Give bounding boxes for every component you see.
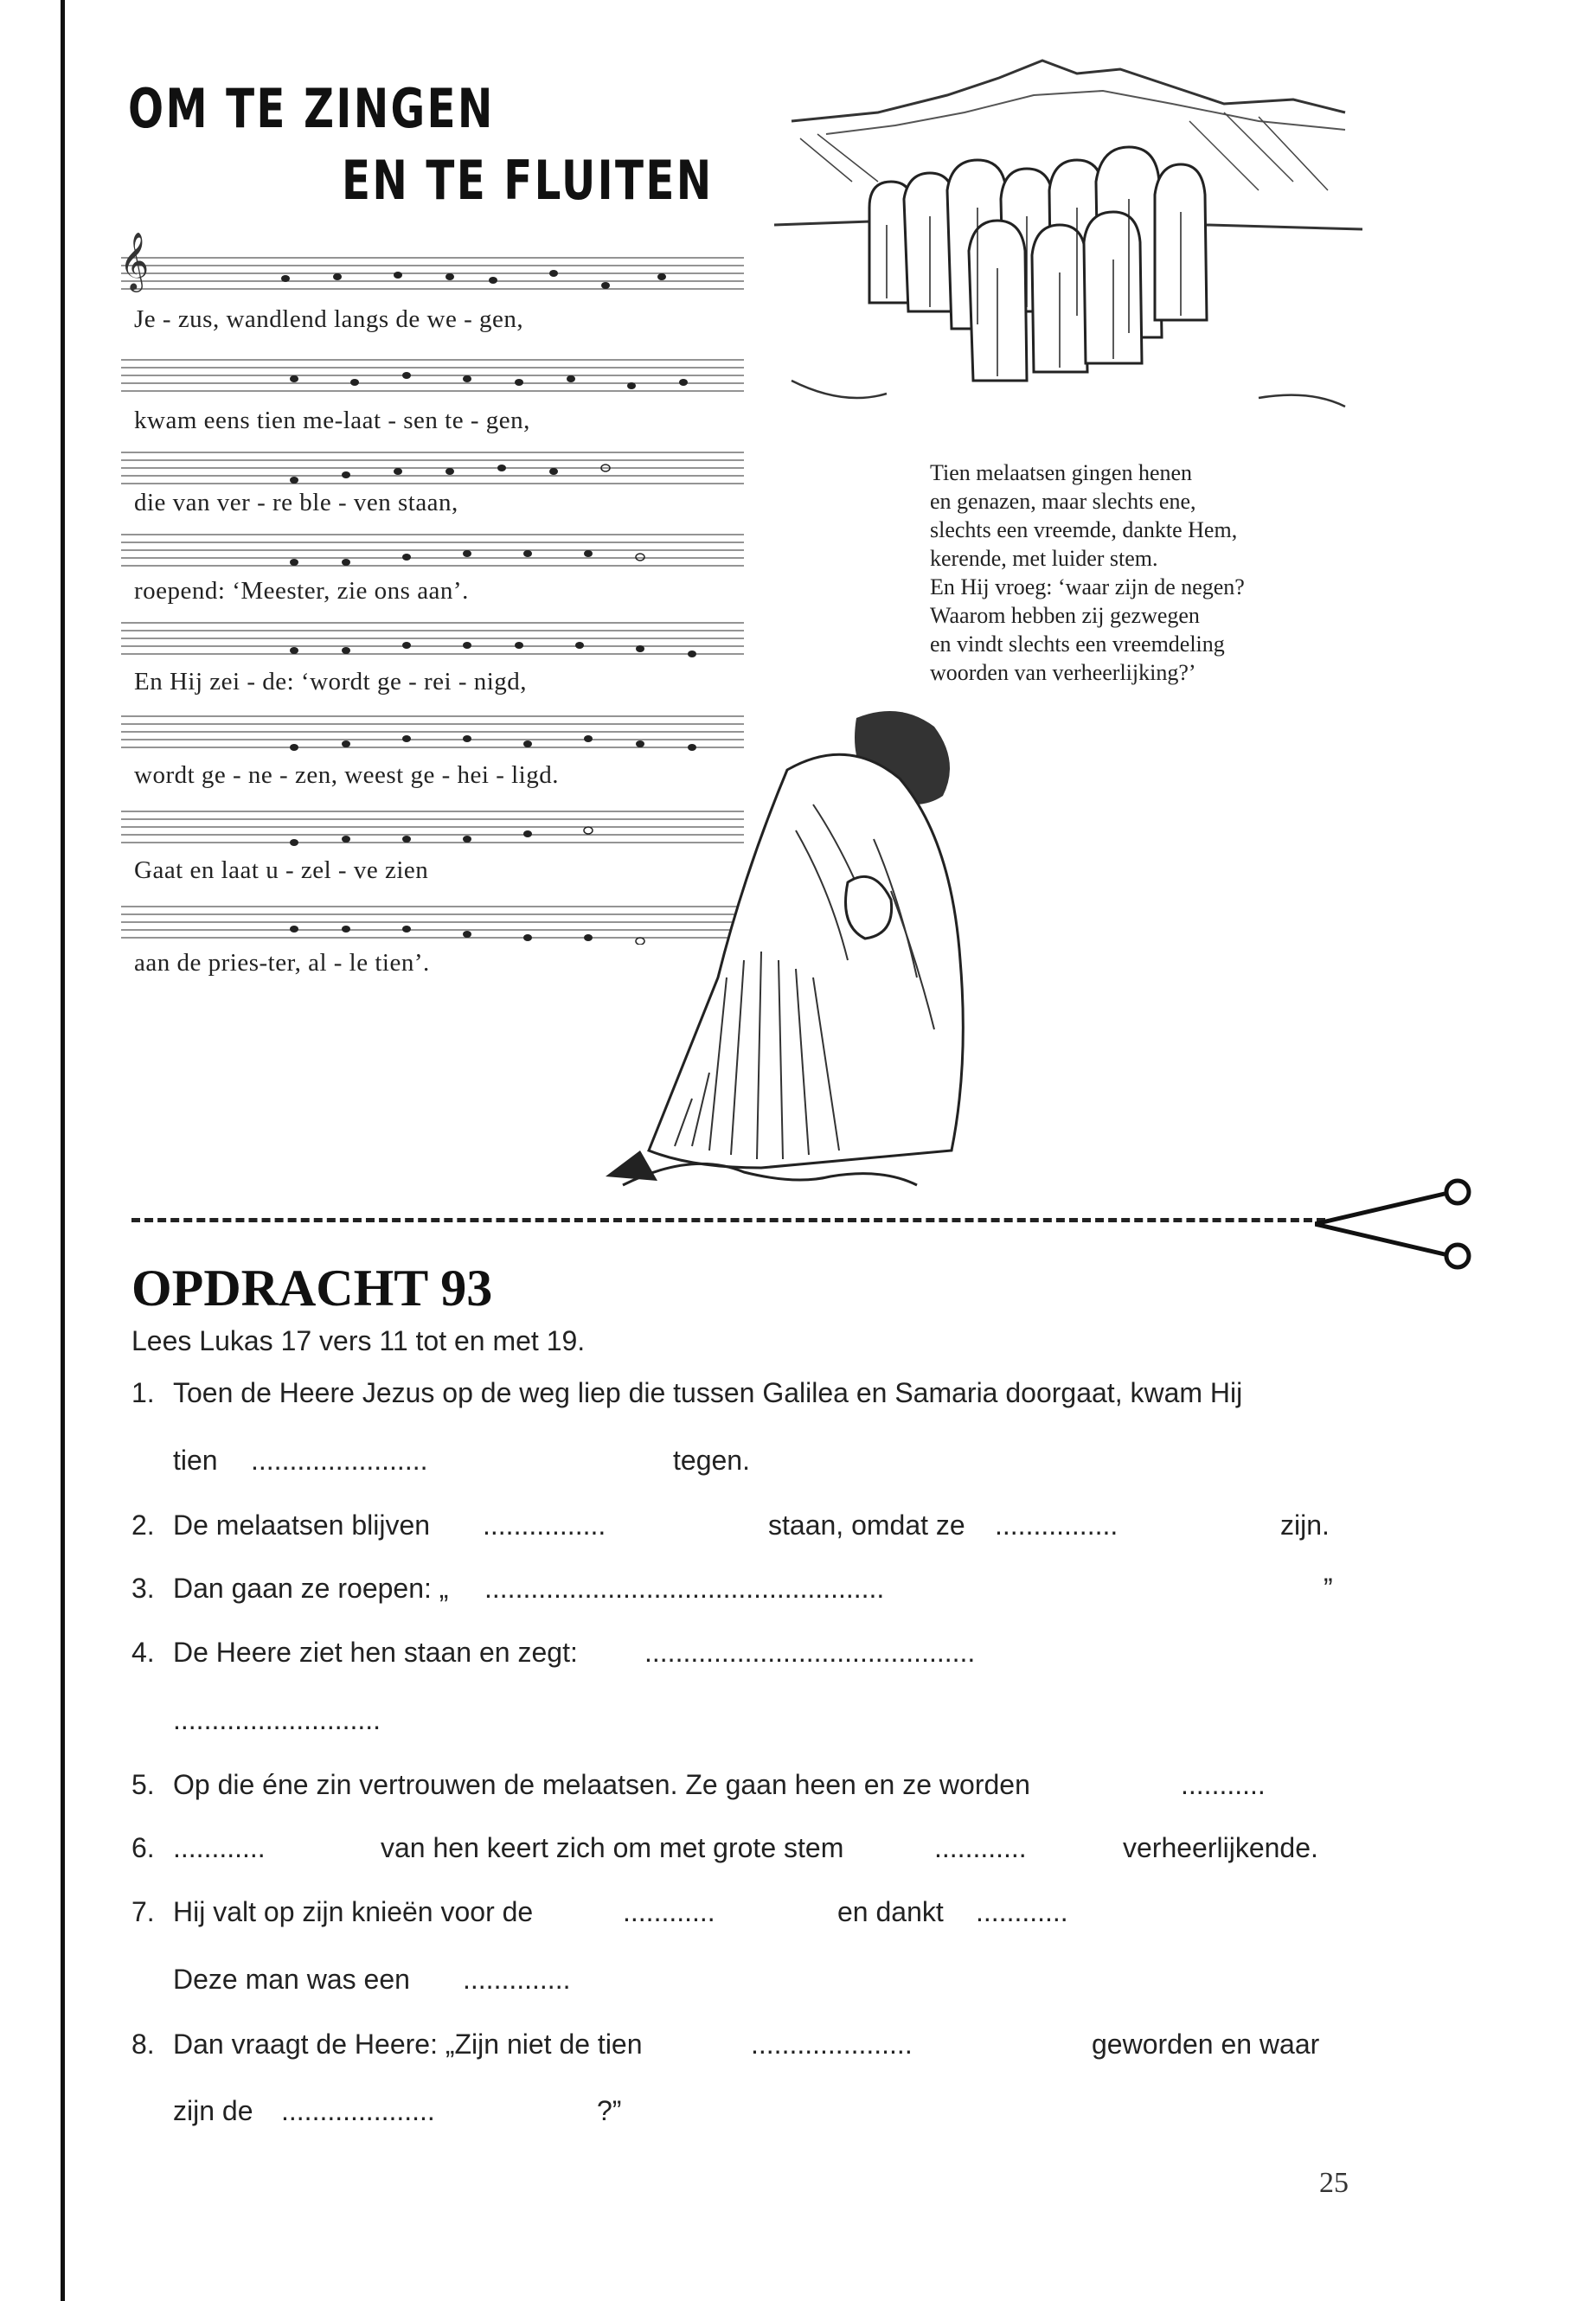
question-number: 8.: [131, 2029, 155, 2060]
question-text: geworden en waar: [1092, 2029, 1320, 2060]
page-title-line-1: OM TE ZINGEN: [128, 77, 495, 140]
caption-line: Waarom hebben zij gezwegen: [930, 603, 1200, 628]
treble-clef-icon: 𝄞: [119, 233, 150, 289]
question-text: zijn.: [1280, 1509, 1330, 1541]
answer-blank[interactable]: ....................: [281, 2095, 435, 2126]
question-number: 3.: [131, 1573, 155, 1604]
lyric-line: die van ver - re ble - ven staan,: [134, 489, 458, 516]
exercise-reference: Lees Lukas 17 vers 11 tot en met 19.: [131, 1325, 586, 1356]
answer-blank[interactable]: .......................: [251, 1445, 428, 1476]
answer-blank[interactable]: ...........................: [173, 1704, 381, 1735]
staff-lines: [121, 445, 744, 490]
question-text: van hen keert zich om met grote stem: [381, 1832, 844, 1863]
page-title-line-2: EN TE FLUITEN: [342, 149, 714, 212]
binding-edge: [61, 0, 65, 2301]
scissors-icon: [1315, 1176, 1479, 1272]
answer-blank[interactable]: ....................................................: [484, 1573, 885, 1604]
caption-line: slechts een vreemde, dankte Hem,: [930, 517, 1238, 542]
question-text: Toen de Heere Jezus op de weg liep die tussen Galilea en Samaria doorgaat, kwam Hij: [173, 1377, 1243, 1408]
question-text: Hij valt op zijn knieën voor de: [173, 1896, 534, 1927]
question-text: tien: [173, 1445, 218, 1476]
question-text: ”: [1324, 1573, 1333, 1604]
lyric-line: Gaat en laat u - zel - ve zien: [134, 856, 429, 884]
question-text: zijn de: [173, 2095, 253, 2126]
lyric-line: wordt ge - ne - zen, weest ge - hei - ligd.: [134, 761, 559, 789]
question-number: 4.: [131, 1637, 155, 1668]
staff-lines: [121, 251, 744, 296]
question-number: 5.: [131, 1769, 155, 1800]
answer-blank[interactable]: ..............: [463, 1964, 571, 1995]
ten-lepers-illustration: [774, 52, 1362, 433]
question-number: 7.: [131, 1896, 155, 1927]
answer-blank[interactable]: ................: [995, 1509, 1118, 1541]
answer-blank[interactable]: ................: [483, 1509, 606, 1541]
question-text: staan, omdat ze: [768, 1509, 965, 1541]
answer-blank[interactable]: ............: [623, 1896, 715, 1927]
staff-lines: [121, 528, 744, 573]
question-text: De Heere ziet hen staan en zegt:: [173, 1637, 578, 1668]
caption-line: woorden van verheerlijking?’: [930, 660, 1196, 685]
question-text: De melaatsen blijven: [173, 1509, 431, 1541]
exercise-title: OPDRACHT 93: [131, 1259, 493, 1317]
lyric-line: kwam eens tien me-laat - sen te - gen,: [134, 407, 530, 434]
question-text: en dankt: [837, 1896, 944, 1927]
page-number: 25: [1319, 2167, 1349, 2199]
caption-line: En Hij vroeg: ‘waar zijn de negen?: [930, 574, 1245, 599]
poem-caption: [930, 458, 1380, 687]
answer-blank[interactable]: ............: [173, 1832, 266, 1863]
staff-lines: [121, 616, 744, 661]
question-text: Dan gaan ze roepen: „: [173, 1573, 449, 1604]
answer-blank[interactable]: ............: [976, 1896, 1068, 1927]
caption-line: en genazen, maar slechts ene,: [930, 489, 1196, 514]
staff-lines: [121, 353, 744, 398]
question-text: Deze man was een: [173, 1964, 410, 1995]
lyric-line: En Hij zei - de: ‘wordt ge - rei - nigd,: [134, 668, 528, 695]
question-text: Op die éne zin vertrouwen de melaatsen. Ze gaan heen en ze worden: [173, 1769, 1030, 1800]
question-number: 6.: [131, 1832, 155, 1863]
caption-line: en vindt slechts een vreemdeling: [930, 631, 1225, 657]
caption-line: kerende, met luider stem.: [930, 546, 1158, 571]
question-text: ?”: [597, 2095, 622, 2126]
kneeling-man-illustration: [588, 701, 1073, 1202]
answer-blank[interactable]: .....................: [751, 2029, 913, 2060]
answer-blank[interactable]: ...........: [1181, 1769, 1266, 1800]
cut-line: [131, 1218, 1325, 1222]
question-text: Dan vraagt de Heere: „Zijn niet de tien: [173, 2029, 643, 2060]
answer-blank[interactable]: ............: [934, 1832, 1027, 1863]
question-text: verheerlijkende.: [1123, 1832, 1318, 1863]
question-number: 1.: [131, 1377, 155, 1408]
lyric-line: Je - zus, wandlend langs de we - gen,: [134, 305, 524, 333]
question-number: 2.: [131, 1509, 155, 1541]
lyric-line: roepend: ‘Meester, zie ons aan’.: [134, 577, 469, 605]
lyric-line: aan de pries-ter, al - le tien’.: [134, 949, 430, 977]
caption-line: Tien melaatsen gingen henen: [930, 460, 1193, 485]
question-text: tegen.: [673, 1445, 750, 1476]
answer-blank[interactable]: ...........................................: [644, 1637, 976, 1668]
